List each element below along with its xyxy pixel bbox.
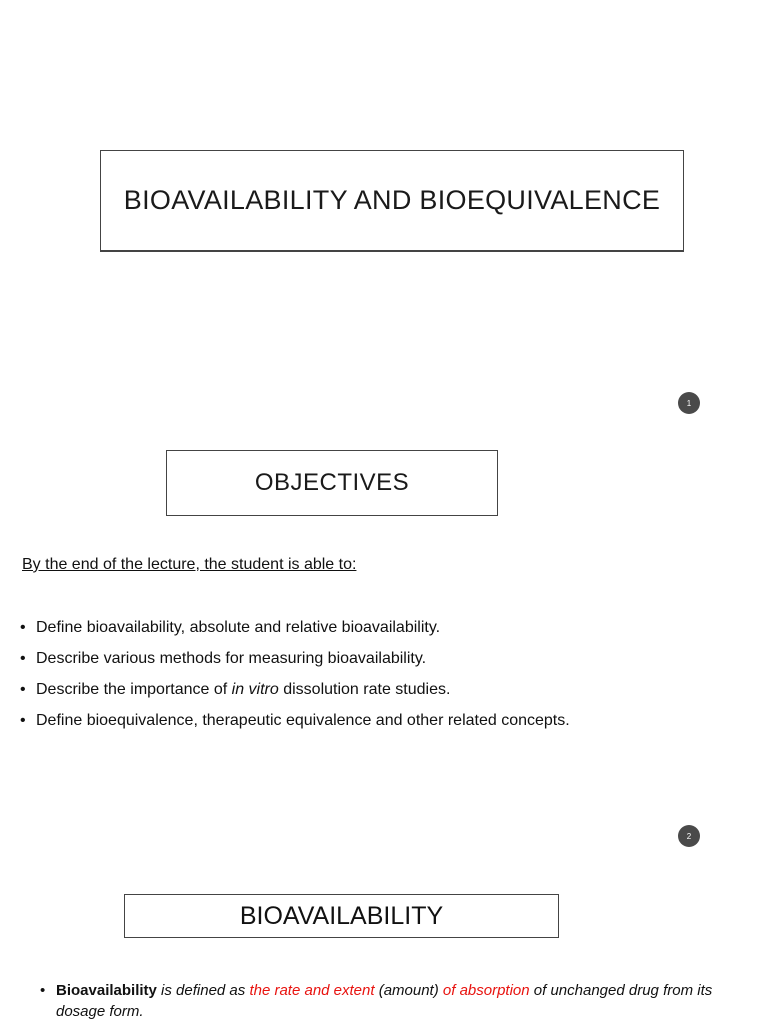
list-item [20, 710, 570, 741]
objectives-intro: By the end of the lecture, the student is able to: [22, 556, 357, 573]
objectives-heading-box [166, 450, 498, 516]
page-number-badge-2 [678, 825, 700, 847]
bullet-icon: • [20, 712, 26, 729]
list-item-text: Describe various methods for measuring bioavailability. [36, 650, 427, 667]
page-number-badge-1 [678, 392, 700, 414]
list-item [20, 679, 570, 710]
list-item-text: Describe the importance of in vitro dissolution rate studies. [36, 681, 451, 698]
definition-bullet [40, 980, 720, 1022]
italic-term: in vitro [231, 681, 279, 698]
slide-title-box [100, 150, 684, 252]
defined-term: Bioavailability [56, 982, 157, 999]
bioavailability-heading: BIOAVAILABILITY [239, 901, 444, 930]
list-item-text: Define bioavailability, absolute and relative bioavailability. [36, 619, 441, 636]
bullet-icon: • [40, 982, 46, 999]
bullet-icon: • [20, 681, 26, 698]
list-item [20, 617, 570, 648]
list-item-text: Define bioequivalence, therapeutic equivalence and other related concepts. [36, 712, 570, 729]
slide-title: BIOAVAILABILITY AND BIOEQUIVALENCE [123, 185, 661, 215]
bioavailability-heading-box [124, 894, 559, 938]
list-item [20, 648, 570, 679]
bullet-icon: • [20, 650, 26, 667]
page-number: 1 [686, 398, 692, 408]
highlight-absorption: of absorption [442, 982, 530, 999]
bullet-icon: • [20, 619, 26, 636]
page-number: 2 [686, 831, 692, 841]
objectives-list [20, 617, 570, 741]
highlight-rate-extent: the rate and extent [249, 982, 375, 999]
definition-text: Bioavailability is defined as the rate and extent (amount) of absorption of unchanged drug from its dosage form. [56, 982, 713, 1020]
objectives-heading: OBJECTIVES [254, 469, 410, 496]
